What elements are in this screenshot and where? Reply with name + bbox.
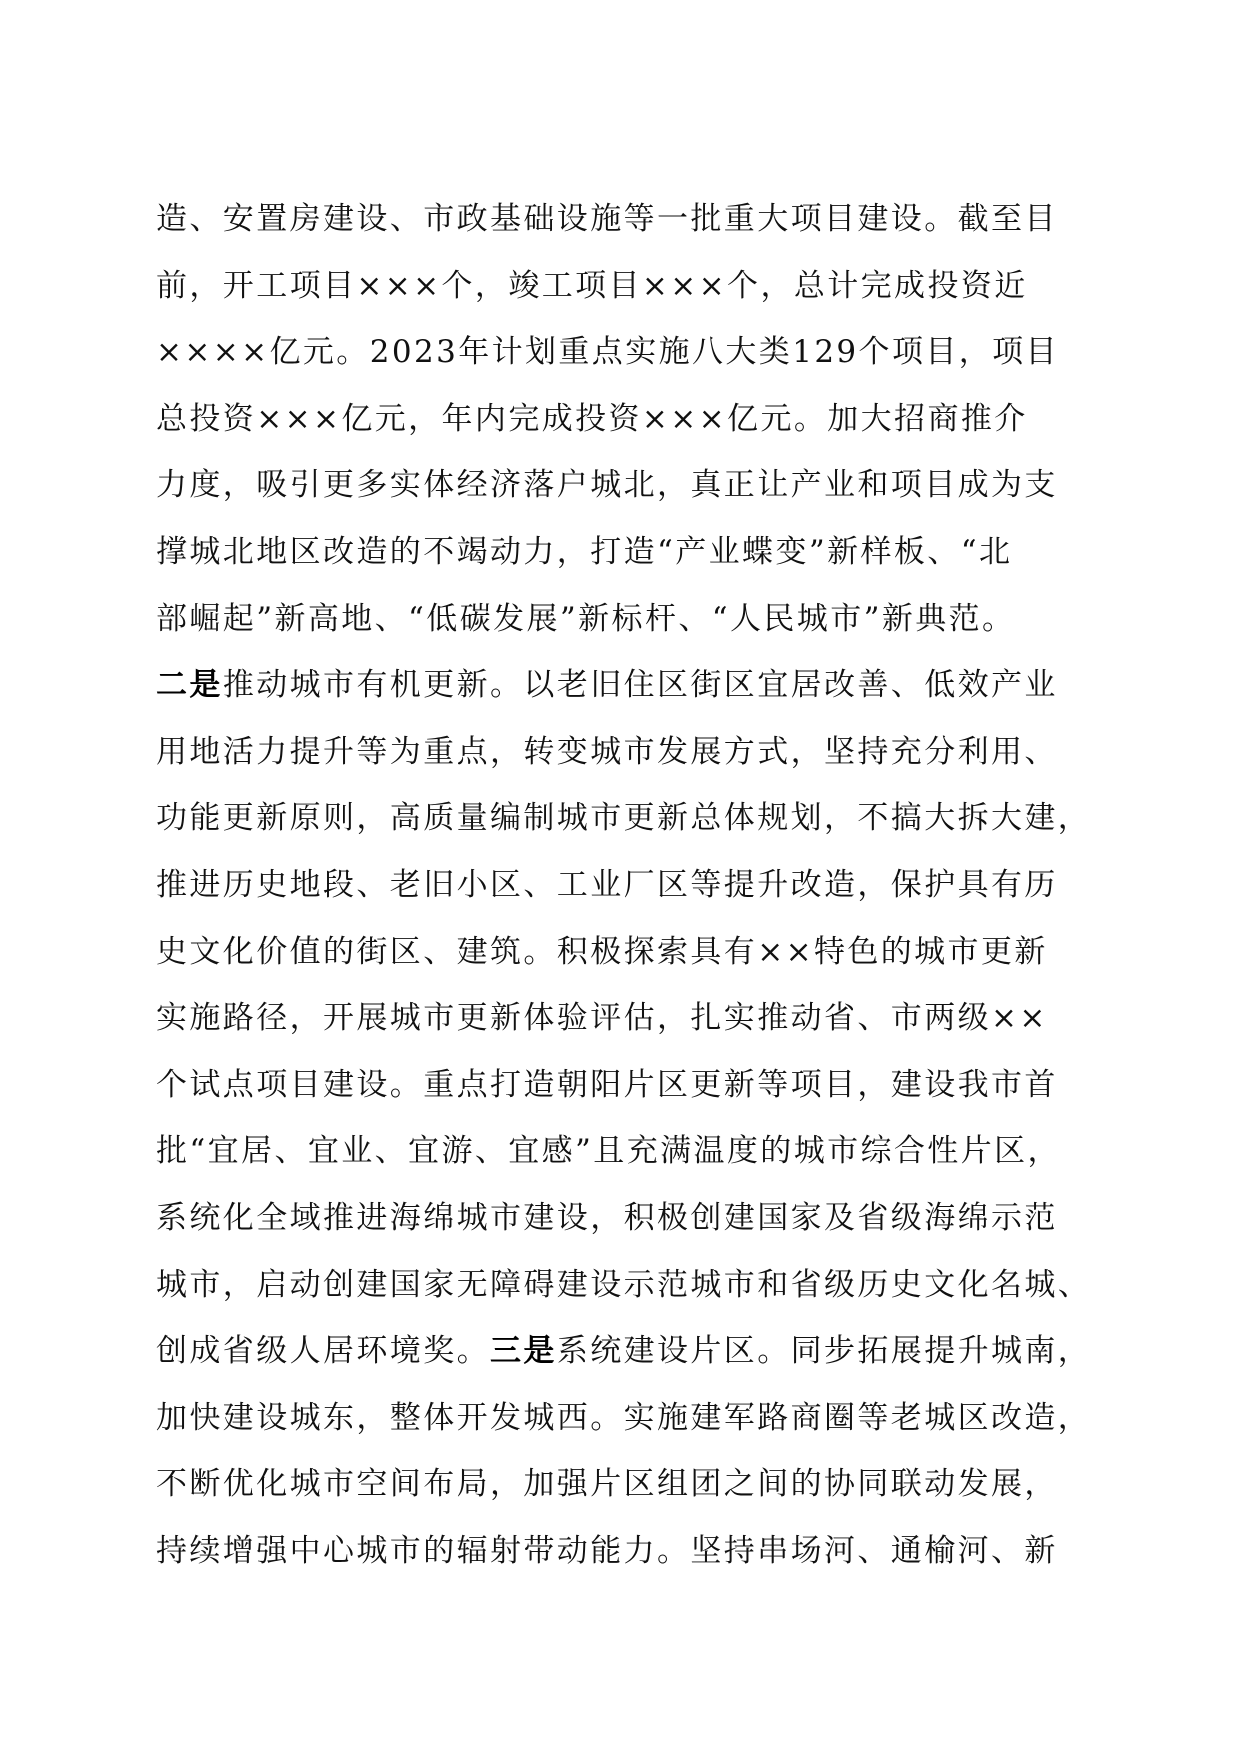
line-text: 推动城市有机更新。以老旧住区街区宜居改善、低效产业	[222, 667, 1058, 704]
line-pre-text: 创成省级人居环境奖。	[156, 1333, 490, 1370]
point-two-lead: 二是	[156, 667, 223, 704]
line-text: 持续增强中心城市的辐射带动能力。坚持串场河、通榆河、新	[156, 1532, 1058, 1569]
text-line	[156, 1118, 1076, 1185]
line-text: 推进历史地段、老旧小区、工业厂区等提升改造，保护具有历	[156, 866, 1058, 903]
text-line	[156, 1318, 1092, 1385]
text-line	[156, 186, 1076, 253]
text-line	[156, 652, 1076, 719]
text-line	[156, 919, 1076, 986]
line-text: 造、安置房建设、市政基础设施等一批重大项目建设。截至目	[156, 201, 1058, 237]
text-line	[156, 386, 1076, 453]
line-text: ××××亿元。2023年计划重点实施八大类129个项目，项目	[156, 334, 1059, 371]
line-text: 城市，启动创建国家无障碍建设示范城市和省级历史文化名城、	[156, 1266, 1092, 1303]
line-text: 用地活力提升等为重点，转变城市发展方式，坚持充分利用、	[156, 733, 1058, 770]
text-line	[156, 1385, 1092, 1452]
line-text: 力度，吸引更多实体经济落户城北，真正让产业和项目成为支	[156, 467, 1058, 504]
line-text: 部崛起”新高地、“低碳发展”新标杆、“人民城市”新典范。	[156, 600, 1016, 637]
text-line	[156, 586, 1076, 653]
text-line	[156, 1252, 1092, 1319]
text-line	[156, 1518, 1076, 1585]
point-three-lead: 三是	[490, 1333, 557, 1370]
text-line	[156, 1052, 1076, 1119]
line-text: 系统化全域推进海绵城市建设，积极创建国家及省级海绵示范	[156, 1199, 1058, 1236]
line-text: 个试点项目建设。重点打造朝阳片区更新等项目，建设我市首	[156, 1066, 1058, 1103]
line-text: 加快建设城东，整体开发城西。实施建军路商圈等老城区改造，	[156, 1399, 1092, 1436]
text-line	[156, 1185, 1076, 1252]
line-text: 实施路径，开展城市更新体验评估，扎实推动省、市两级××	[156, 1000, 1048, 1037]
text-line	[156, 785, 1092, 852]
line-text: 功能更新原则，高质量编制城市更新总体规划，不搞大拆大建，	[156, 800, 1092, 837]
line-text: 系统建设片区。同步拓展提升城南，	[556, 1333, 1092, 1370]
text-line	[156, 253, 1076, 320]
line-text: 总投资×××亿元，年内完成投资×××亿元。加大招商推介	[156, 400, 1028, 437]
text-line	[156, 319, 1076, 386]
body-text	[156, 186, 1092, 1584]
text-line	[156, 985, 1076, 1052]
text-line	[156, 519, 1076, 586]
text-line	[156, 852, 1076, 919]
line-text: 史文化价值的街区、建筑。积极探索具有××特色的城市更新	[156, 933, 1048, 970]
line-text: 不断优化城市空间布局，加强片区组团之间的协同联动发展，	[156, 1466, 1058, 1503]
line-text: 批“宜居、宜业、宜游、宜感”且充满温度的城市综合性片区，	[156, 1133, 1061, 1170]
line-text: 前，开工项目×××个，竣工项目×××个，总计完成投资近	[156, 267, 1028, 304]
text-line	[156, 1451, 1076, 1518]
line-text: 撑城北地区改造的不竭动力，打造“产业蝶变”新样板、“北	[156, 533, 1013, 570]
text-line	[156, 452, 1076, 519]
text-line	[156, 719, 1076, 786]
